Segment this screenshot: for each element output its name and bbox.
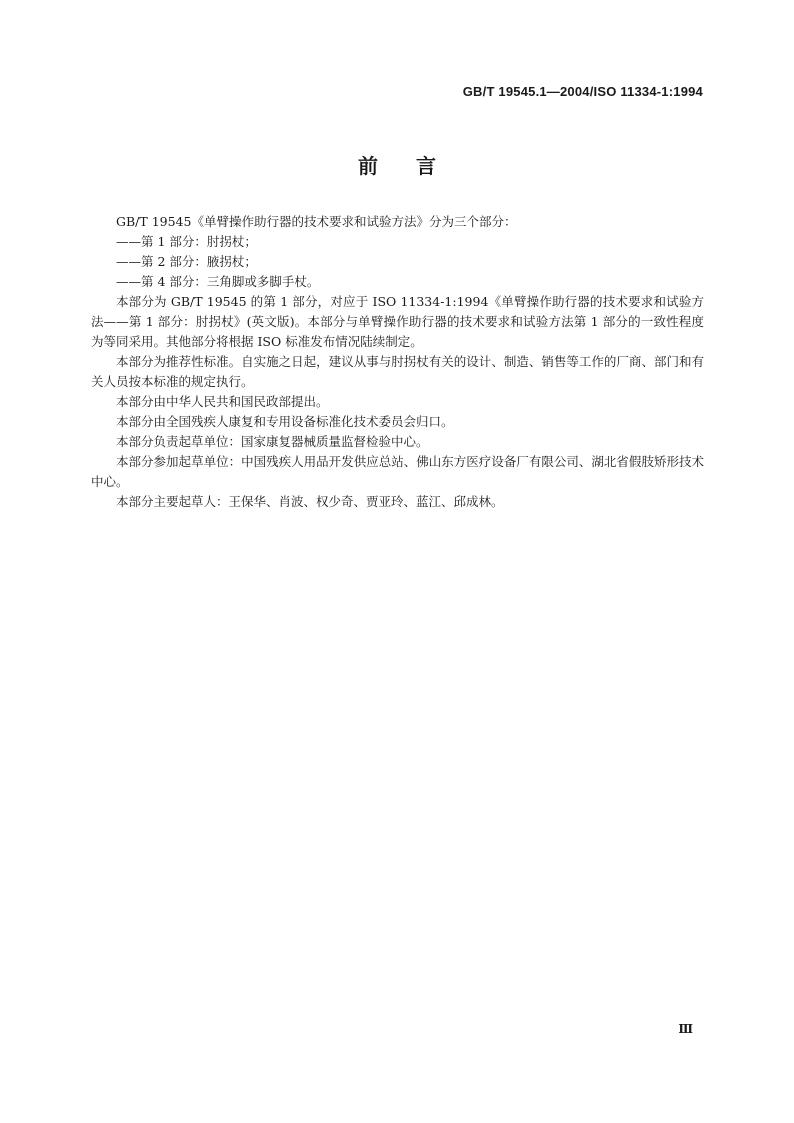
standard-code: GB/T 19545.1—2004/ISO 11334-1:1994 bbox=[462, 84, 703, 99]
list-item-part-2: ——第 2 部分：腋拐杖； bbox=[116, 254, 257, 269]
list-item-part-1: ——第 1 部分：肘拐杖； bbox=[116, 234, 257, 249]
page-number: Ⅲ bbox=[678, 1022, 694, 1036]
paragraph-main-drafters: 本部分主要起草人：王保华、肖波、权少奇、贾亚玲、蓝江、邱成林。 bbox=[116, 494, 504, 509]
page-title: 前言 bbox=[358, 154, 474, 178]
paragraph-lead-drafter: 本部分负责起草单位：国家康复器械质量监督检验中心。 bbox=[116, 434, 429, 449]
paragraph-recommended: 本部分为推荐性标准。自实施之日起，建议从事与肘拐杖有关的设计、制造、销售等工作的厂商、部门和有关人员按本标准的规定执行。 bbox=[91, 354, 704, 389]
paragraph-proposer: 本部分由中华人民共和国民政部提出。 bbox=[116, 394, 329, 409]
paragraph-committee: 本部分由全国残疾人康复和专用设备标准化技术委员会归口。 bbox=[116, 414, 454, 429]
list-item-part-4: ——第 4 部分：三角脚或多脚手杖。 bbox=[116, 274, 320, 289]
paragraph-parts-intro: GB/T 19545《单臂操作助行器的技术要求和试验方法》分为三个部分： bbox=[116, 214, 517, 229]
paragraph-correspondence: 本部分为 GB/T 19545 的第 1 部分，对应于 ISO 11334-1:1994《单臂操作助行器的技术要求和试验方法——第 1 部分：肘拐杖》(英文版)。本部分与单臂操作助行器的技术要求和试验方法第 1 部分的一致性程度为等同采用。其他部分将根据 ISO 标准发布情况陆续制定。 bbox=[91, 294, 704, 349]
paragraph-participating-drafters: 本部分参加起草单位：中国残疾人用品开发供应总站、佛山东方医疗设备厂有限公司、湖北省假肢矫形技术中心。 bbox=[91, 454, 704, 489]
foreword-body bbox=[91, 212, 704, 512]
